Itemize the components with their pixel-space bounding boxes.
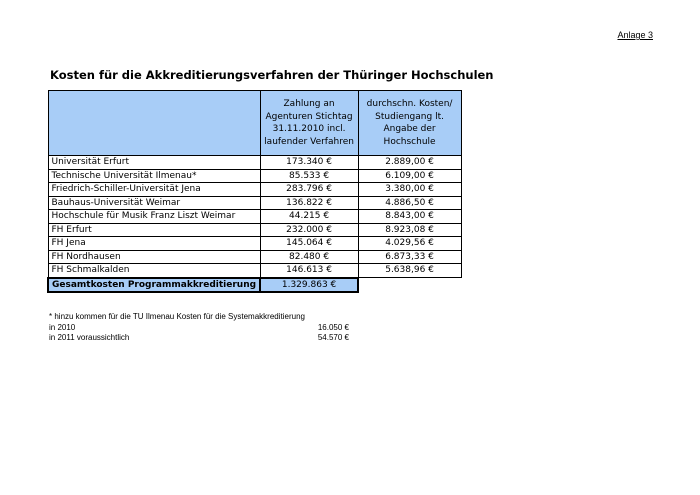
total-row [48,278,461,293]
table-row [48,237,461,251]
annex-label: Anlage 3 [617,30,653,40]
payment-value: 136.822 € [260,196,358,210]
average-cost-value: 5.638,96 € [358,264,461,278]
average-cost-value: 4.029,56 € [358,237,461,251]
average-cost-value: 4.886,50 € [358,196,461,210]
total-value: 1.329.863 € [260,278,358,293]
payment-value: 82.480 € [260,250,358,264]
payment-value: 173.340 € [260,156,358,170]
average-cost-value: 6.109,00 € [358,169,461,183]
header-institution [48,91,260,156]
footnote-text: * hinzu kommen für die TU Ilmenau Kosten für die Systemakkreditierung [49,312,305,321]
table-row [48,196,461,210]
institution-name: Universität Erfurt [48,156,260,170]
footnote-line-label: in 2010 [49,322,76,332]
institution-name: FH Schmalkalden [48,264,260,278]
header-average-cost: durchschn. Kosten/ Studiengang lt. Angabe der Hochschule [358,91,461,156]
institution-name: Bauhaus-Universität Weimar [48,196,260,210]
footnote-line [49,333,349,344]
footnote-line-label: in 2011 voraussichtlich [49,333,130,342]
total-empty-cell [358,278,461,293]
footnote [49,312,349,344]
footnote-line-value: 16.050 € [317,322,349,332]
header-payment: Zahlung an Agenturen Stichtag 31.11.2010 incl. laufender Verfahren [260,91,358,156]
average-cost-value: 6.873,33 € [358,250,461,264]
institution-name: Hochschule für Musik Franz Liszt Weimar [48,210,260,224]
payment-value: 44.215 € [260,210,358,224]
table-row [48,223,461,237]
payment-value: 232.000 € [260,223,358,237]
table-header-row [48,91,461,156]
total-label: Gesamtkosten Programmakkreditierung [48,278,260,293]
page-title: Kosten für die Akkreditierungsverfahren der Thüringer Hochschulen [50,68,494,82]
average-cost-value: 8.843,00 € [358,210,461,224]
average-cost-value: 2.889,00 € [358,156,461,170]
table-row [48,210,461,224]
institution-name: Friedrich-Schiller-Universität Jena [48,183,260,197]
footnote-line-value: 54.570 € [317,333,349,342]
table-row [48,250,461,264]
institution-name: Technische Universität Ilmenau* [48,169,260,183]
costs-table [47,90,462,293]
payment-value: 85.533 € [260,169,358,183]
table-row [48,264,461,278]
average-cost-value: 3.380,00 € [358,183,461,197]
table-row [48,169,461,183]
payment-value: 283.796 € [260,183,358,197]
table-row [48,183,461,197]
footnote-line [49,323,349,334]
institution-name: FH Jena [48,237,260,251]
average-cost-value: 8.923,08 € [358,223,461,237]
table-row [48,156,461,170]
institution-name: FH Nordhausen [48,250,260,264]
payment-value: 146.613 € [260,264,358,278]
institution-name: FH Erfurt [48,223,260,237]
payment-value: 145.064 € [260,237,358,251]
